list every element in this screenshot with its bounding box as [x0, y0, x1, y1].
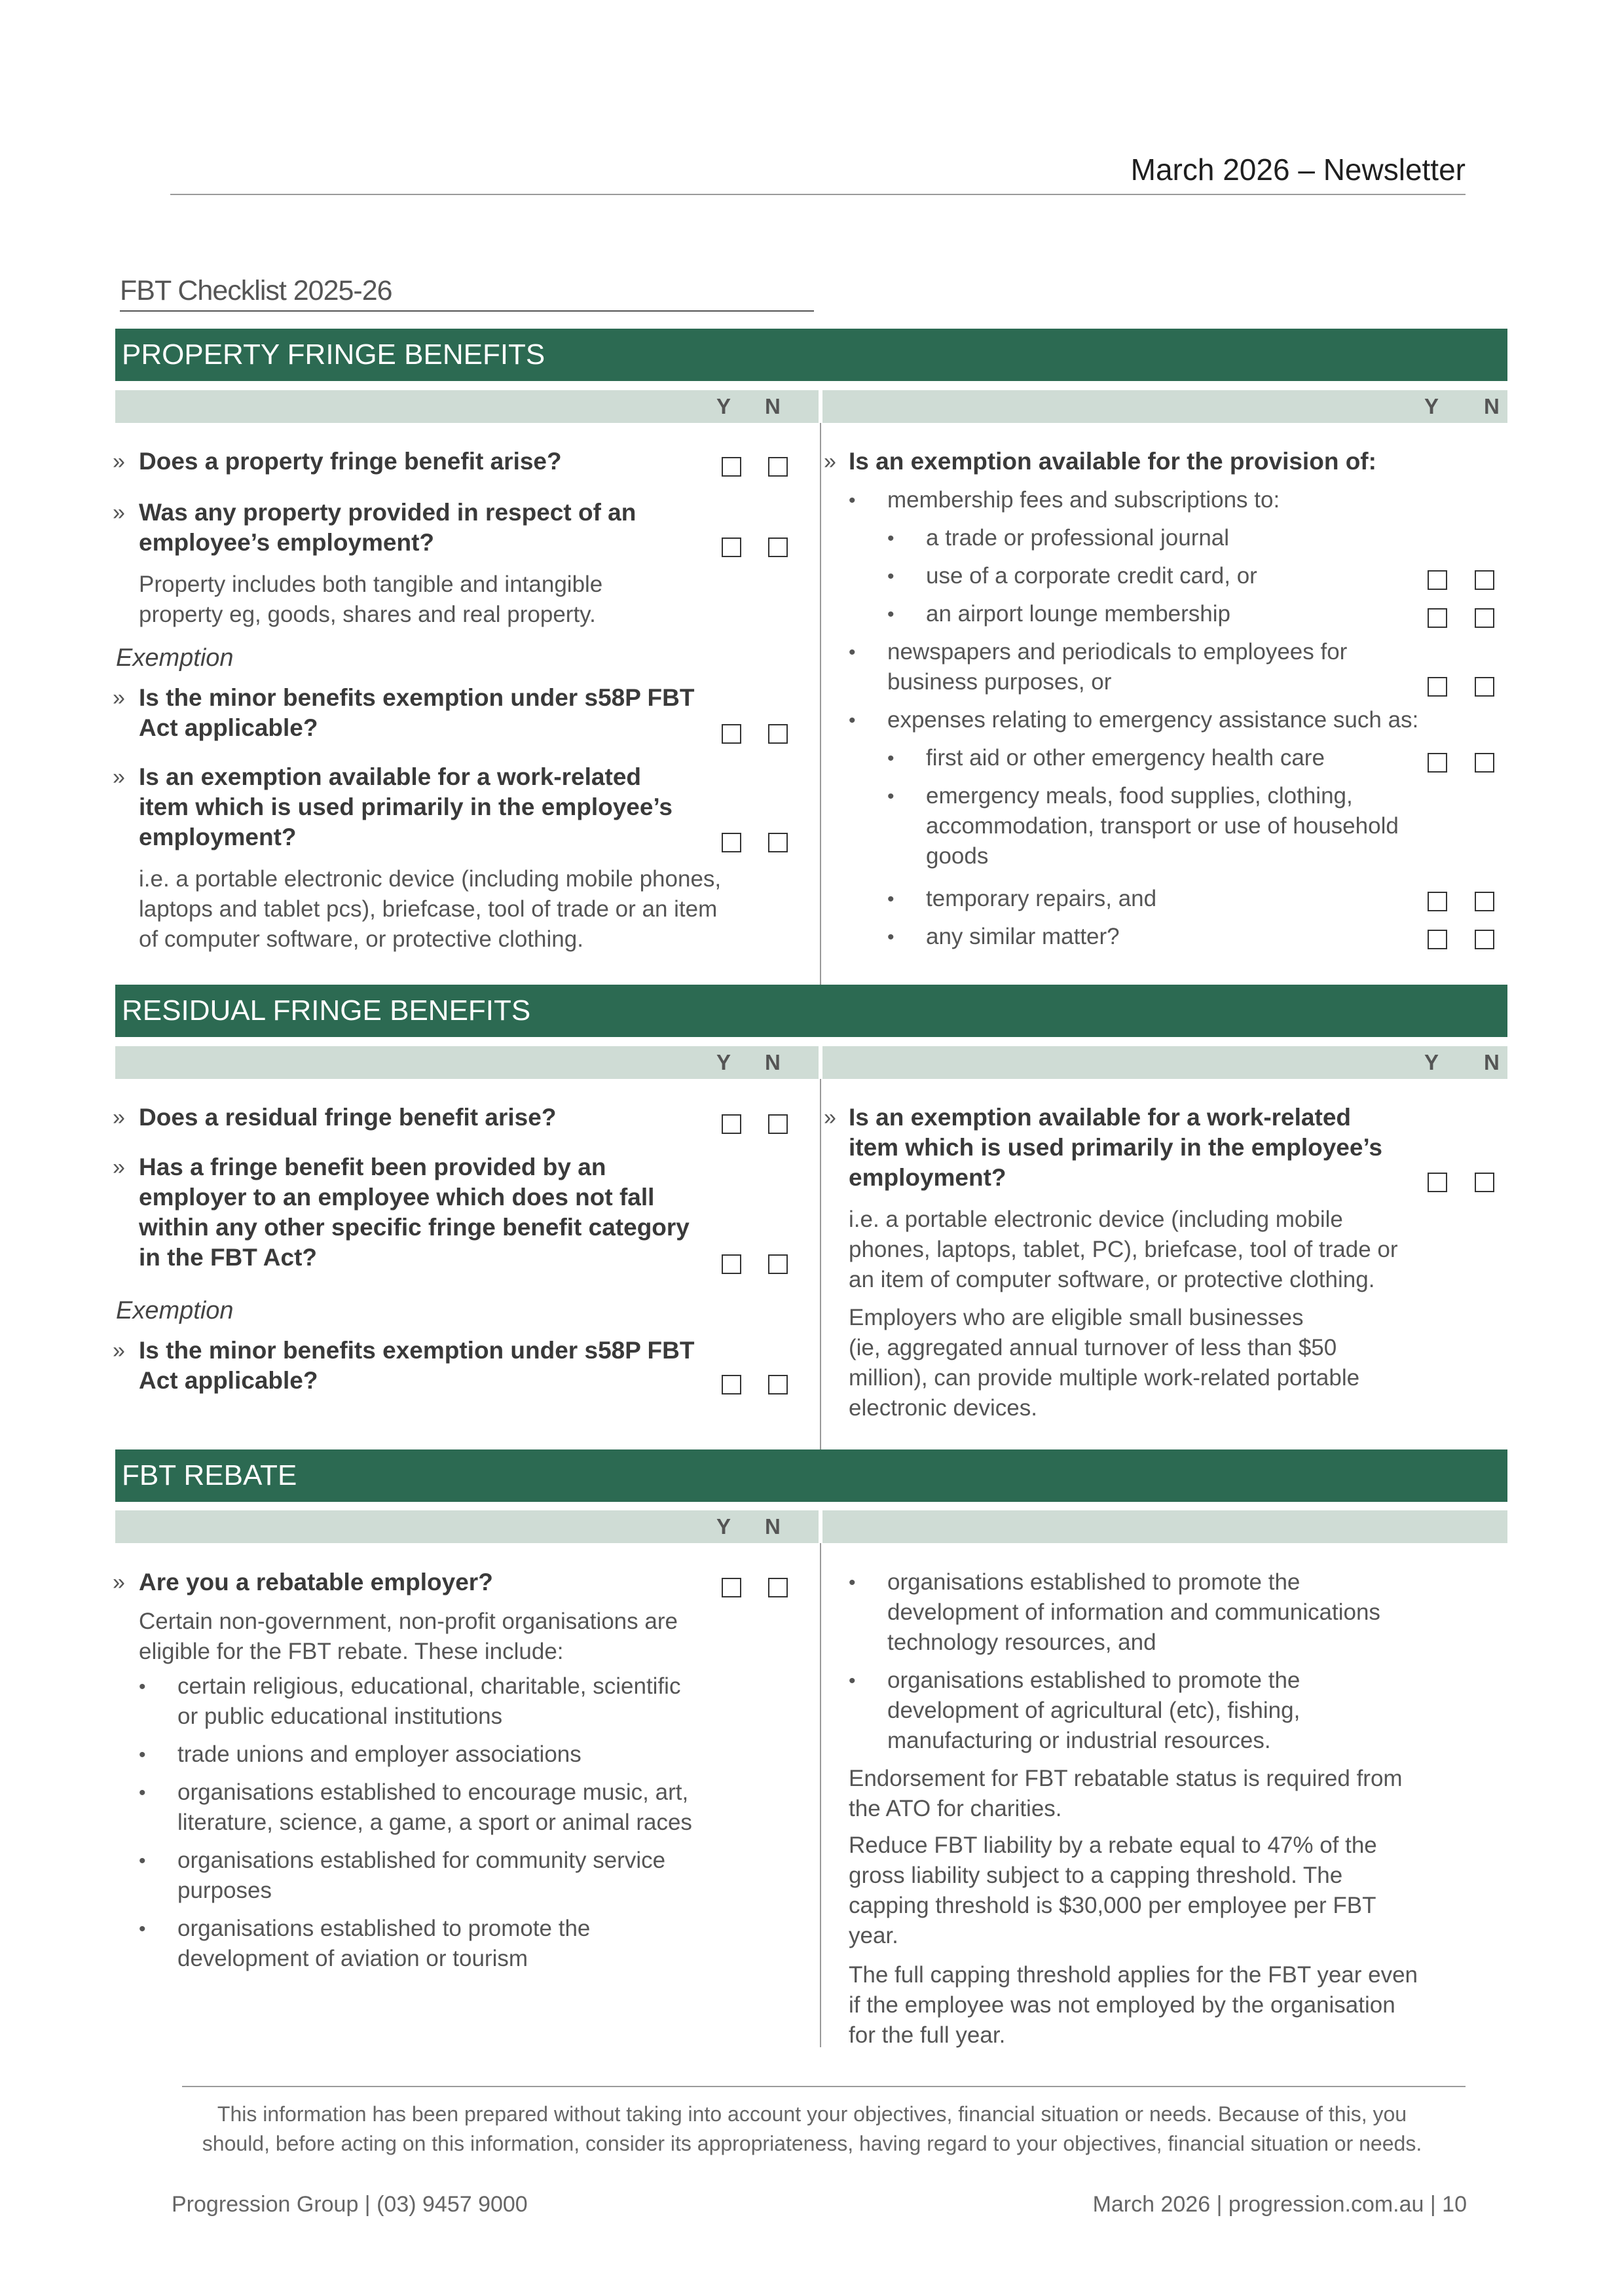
yes-column-label: Y: [1424, 394, 1439, 418]
paragraph-text: Endorsement for FBT rebatable status is required from: [849, 1766, 1403, 1791]
question-text: Has a fringe benefit been provided by an: [139, 1154, 606, 1180]
yes-column-label: Y: [716, 1050, 731, 1074]
list-item: accommodation, transport or use of household: [926, 813, 1399, 839]
checkbox-no[interactable]: [1475, 608, 1494, 628]
no-column-label: N: [765, 1514, 781, 1539]
list-item: business purposes, or: [887, 669, 1112, 695]
list-item: technology resources, and: [887, 1630, 1156, 1655]
question-text: employee’s employment?: [139, 529, 434, 556]
paragraph-text: if the employee was not employed by the organisation: [849, 1992, 1395, 2018]
no-column-label: N: [765, 1050, 781, 1074]
section-title: FBT REBATE: [122, 1459, 297, 1491]
question-text: item which is used primarily in the employee’s: [849, 1134, 1382, 1161]
question-text: Is an exemption available for the provision of:: [849, 448, 1376, 475]
checkbox-no[interactable]: [1475, 1173, 1494, 1192]
header-divider: [170, 194, 1466, 195]
bullet-marker: •: [887, 926, 895, 948]
bullet-marker: •: [849, 642, 856, 663]
checkbox-no[interactable]: [768, 457, 788, 477]
disclaimer: [170, 2100, 1454, 2159]
question-text: employment?: [849, 1164, 1006, 1191]
list-item: organisations established to promote the: [177, 1916, 591, 1941]
question-text: Does a residual fringe benefit arise?: [139, 1104, 557, 1131]
footer-left: Progression Group | (03) 9457 9000: [172, 2192, 528, 2217]
paragraph-text: Reduce FBT liability by a rebate equal to 47% of the: [849, 1832, 1377, 1858]
question-text: Does a property fringe benefit arise?: [139, 448, 562, 475]
raquo-marker: »: [113, 1570, 125, 1595]
list-item: development of information and communications: [887, 1599, 1380, 1625]
list-item: development of agricultural (etc), fishing,: [887, 1698, 1301, 1723]
question-text: Is an exemption available for a work-related: [139, 763, 641, 790]
list-item: organisations established for community service: [177, 1848, 666, 1873]
question-text: Is an exemption available for a work-related: [849, 1104, 1351, 1131]
note-text: million), can provide multiple work-related portable: [849, 1365, 1360, 1391]
note-text: i.e. a portable electronic device (including mobile phones,: [139, 866, 722, 892]
question-text: Act applicable?: [139, 1367, 318, 1394]
bullet-marker: •: [887, 786, 895, 807]
list-item: newspapers and periodicals to employees for: [887, 639, 1348, 665]
question-text: Is the minor benefits exemption under s58P FBT: [139, 1337, 695, 1364]
question-text: item which is used primarily in the employee’s: [139, 793, 673, 820]
bullet-marker: •: [849, 490, 856, 511]
bullet-marker: •: [139, 1744, 146, 1766]
note-text: electronic devices.: [849, 1395, 1037, 1421]
column-gap: [819, 1046, 822, 1079]
no-column-label: N: [765, 394, 781, 418]
bullet-marker: •: [139, 1918, 146, 1940]
checkbox-yes[interactable]: [722, 538, 741, 557]
section-header-residual: [115, 985, 1507, 1037]
list-item: temporary repairs, and: [926, 886, 1157, 911]
raquo-marker: »: [113, 685, 125, 710]
exemption-heading: Exemption: [116, 644, 234, 672]
yn-header-row: [115, 1046, 1507, 1079]
column-divider: [820, 1079, 821, 1452]
checkbox-yes[interactable]: [1428, 677, 1447, 697]
question-text: within any other specific fringe benefit category: [139, 1214, 690, 1241]
checkbox-yes[interactable]: [1428, 892, 1447, 911]
list-item: an airport lounge membership: [926, 601, 1230, 627]
list-item: emergency meals, food supplies, clothing,: [926, 783, 1353, 809]
note-text: an item of computer software, or protective clothing.: [849, 1267, 1375, 1292]
note-text: Certain non-government, non-profit organisations are: [139, 1609, 678, 1634]
yes-column-label: Y: [716, 1514, 731, 1539]
column-divider: [820, 1543, 821, 2047]
newsletter-header: March 2026 – Newsletter: [1130, 153, 1466, 187]
raquo-marker: »: [824, 449, 836, 474]
paragraph-text: for the full year.: [849, 2022, 1006, 2048]
checkbox-no[interactable]: [768, 1375, 788, 1394]
paragraph-text: The full capping threshold applies for the FBT year even: [849, 1962, 1418, 1988]
bullet-marker: •: [139, 1676, 146, 1698]
checkbox-yes[interactable]: [1428, 1173, 1447, 1192]
yes-column-label: Y: [1424, 1050, 1439, 1074]
column-gap: [819, 390, 822, 423]
list-item: goods: [926, 843, 989, 869]
checkbox-no[interactable]: [768, 1114, 788, 1134]
list-item: first aid or other emergency health care: [926, 745, 1325, 771]
checkbox-yes[interactable]: [722, 833, 741, 852]
checkbox-no[interactable]: [768, 1254, 788, 1274]
checkbox-yes[interactable]: [1428, 930, 1447, 949]
checkbox-yes[interactable]: [722, 1254, 741, 1274]
list-item: any similar matter?: [926, 924, 1120, 949]
question-text: in the FBT Act?: [139, 1244, 317, 1271]
section-title: RESIDUAL FRINGE BENEFITS: [122, 994, 531, 1027]
list-item: organisations established to promote the: [887, 1667, 1301, 1693]
raquo-marker: »: [113, 1338, 125, 1363]
list-item: development of aviation or tourism: [177, 1946, 528, 1971]
bullet-marker: •: [887, 566, 895, 587]
checkbox-no[interactable]: [768, 1578, 788, 1597]
list-item: a trade or professional journal: [926, 525, 1230, 551]
exemption-heading: Exemption: [116, 1297, 234, 1324]
raquo-marker: »: [113, 500, 125, 525]
checkbox-no[interactable]: [768, 833, 788, 852]
checkbox-yes[interactable]: [722, 724, 741, 744]
question-text: employer to an employee which does not fall: [139, 1184, 655, 1211]
column-gap: [819, 1510, 822, 1543]
note-text: (ie, aggregated annual turnover of less than $50: [849, 1335, 1337, 1360]
bullet-marker: •: [887, 528, 895, 549]
checkbox-no[interactable]: [1475, 753, 1494, 773]
bullet-marker: •: [849, 1670, 856, 1692]
question-text: Is the minor benefits exemption under s58P FBT: [139, 684, 695, 711]
bullet-marker: •: [139, 1782, 146, 1804]
checkbox-no[interactable]: [1475, 892, 1494, 911]
paragraph-text: capping threshold is $30,000 per employee per FBT: [849, 1893, 1376, 1918]
list-item: literature, science, a game, a sport or animal races: [177, 1810, 692, 1835]
paragraph-text: year.: [849, 1923, 898, 1948]
paragraph-text: gross liability subject to a capping threshold. The: [849, 1863, 1343, 1888]
bullet-marker: •: [139, 1850, 146, 1872]
checkbox-yes[interactable]: [1428, 608, 1447, 628]
list-item: trade unions and employer associations: [177, 1741, 581, 1767]
raquo-marker: »: [824, 1105, 836, 1130]
no-column-label: N: [1484, 1050, 1500, 1074]
section-title: PROPERTY FRINGE BENEFITS: [122, 338, 545, 371]
section-header-rebate: [115, 1449, 1507, 1502]
note-text: laptops and tablet pcs), briefcase, tool of trade or an item: [139, 896, 718, 922]
checkbox-yes[interactable]: [722, 1375, 741, 1394]
raquo-marker: »: [113, 449, 125, 474]
bullet-marker: •: [849, 710, 856, 731]
list-item: expenses relating to emergency assistance such as:: [887, 707, 1419, 733]
list-item: purposes: [177, 1878, 272, 1903]
disclaimer-line: This information has been prepared without taking into account your objectives, financial situation or needs. Because of this, you: [217, 2102, 1407, 2126]
list-item: organisations established to promote the: [887, 1569, 1301, 1595]
list-item: membership fees and subscriptions to:: [887, 487, 1280, 513]
raquo-marker: »: [113, 765, 125, 790]
bullet-marker: •: [887, 888, 895, 910]
list-item: use of a corporate credit card, or: [926, 563, 1257, 589]
checkbox-no[interactable]: [768, 724, 788, 744]
checkbox-no[interactable]: [1475, 930, 1494, 949]
yes-column-label: Y: [716, 394, 731, 418]
note-text: property eg, goods, shares and real property.: [139, 602, 596, 627]
note-text: phones, laptops, tablet, PC), briefcase, tool of trade or: [849, 1237, 1398, 1262]
paragraph-text: the ATO for charities.: [849, 1796, 1062, 1821]
disclaimer-line: should, before acting on this information, consider its appropriateness, having regard to your objectives, financial situation or needs.: [202, 2132, 1422, 2155]
checkbox-yes[interactable]: [722, 457, 741, 477]
yn-header-row: [115, 1510, 1507, 1543]
bullet-marker: •: [887, 604, 895, 625]
checkbox-yes[interactable]: [1428, 753, 1447, 773]
note-text: i.e. a portable electronic device (including mobile: [849, 1207, 1343, 1232]
question-text: Act applicable?: [139, 714, 318, 741]
column-divider: [820, 423, 821, 986]
checkbox-no[interactable]: [768, 538, 788, 557]
list-item: manufacturing or industrial resources.: [887, 1728, 1271, 1753]
raquo-marker: »: [113, 1155, 125, 1180]
list-item: organisations established to encourage music, art,: [177, 1779, 689, 1805]
list-item: certain religious, educational, charitable, scientific: [177, 1673, 681, 1699]
checkbox-yes[interactable]: [722, 1578, 741, 1597]
question-text: employment?: [139, 824, 297, 850]
note-text: of computer software, or protective clothing.: [139, 926, 583, 952]
checklist-title-underline: [120, 310, 814, 312]
footer-right: March 2026 | progression.com.au | 10: [1092, 2192, 1467, 2217]
checkbox-yes[interactable]: [722, 1114, 741, 1134]
note-text: Property includes both tangible and intangible: [139, 572, 603, 597]
note-text: eligible for the FBT rebate. These include:: [139, 1639, 564, 1664]
bullet-marker: •: [849, 1572, 856, 1594]
note-text: Employers who are eligible small businesses: [849, 1305, 1304, 1330]
disclaimer-divider: [182, 2086, 1466, 2087]
question-text: Are you a rebatable employer?: [139, 1569, 493, 1595]
raquo-marker: »: [113, 1105, 125, 1130]
question-text: Was any property provided in respect of an: [139, 499, 637, 526]
no-column-label: N: [1484, 394, 1500, 418]
checkbox-no[interactable]: [1475, 570, 1494, 590]
section-header-property: [115, 329, 1507, 381]
bullet-marker: •: [887, 748, 895, 769]
checkbox-no[interactable]: [1475, 677, 1494, 697]
list-item: or public educational institutions: [177, 1704, 503, 1729]
yn-header-row: [115, 390, 1507, 423]
checkbox-yes[interactable]: [1428, 570, 1447, 590]
checklist-title: FBT Checklist 2025-26: [120, 275, 392, 306]
